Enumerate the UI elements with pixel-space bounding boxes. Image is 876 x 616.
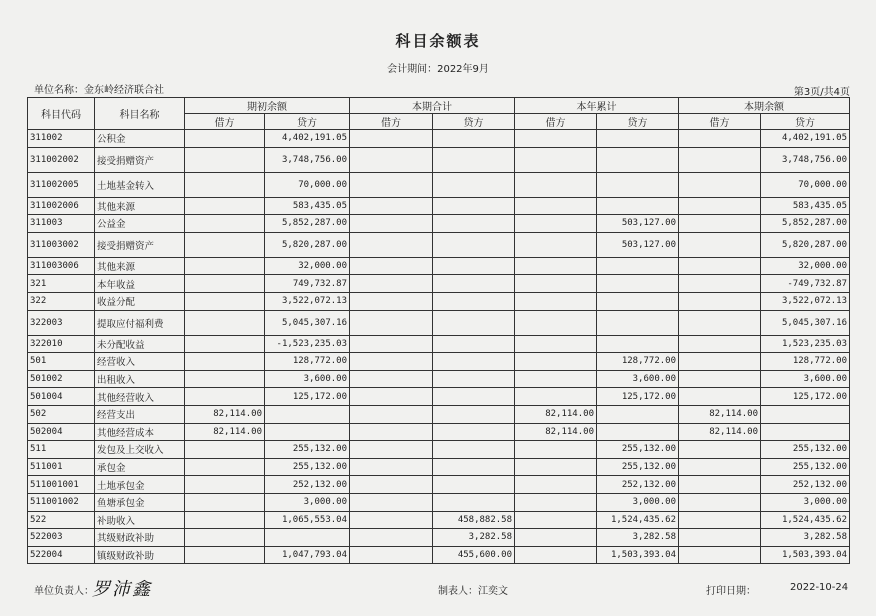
year-debit-cell [515, 172, 597, 197]
account-name: 其他来源 [95, 257, 185, 275]
opening-debit-cell [185, 441, 265, 459]
year-credit-cell [597, 292, 679, 310]
closing-credit-cell: 3,000.00 [761, 493, 850, 511]
period-credit-cell: 458,882.58 [433, 511, 515, 529]
closing-credit-cell: 255,132.00 [761, 441, 850, 459]
opening-credit-cell: 5,852,287.00 [265, 215, 350, 233]
debit-header: 借方 [185, 114, 265, 130]
year-debit-cell [515, 353, 597, 371]
closing-credit-cell: -749,732.87 [761, 275, 850, 293]
period-debit-cell [350, 147, 433, 172]
table-row [28, 275, 850, 293]
closing-credit-cell [761, 405, 850, 423]
account-name: 发包及上交收入 [95, 441, 185, 459]
year-credit-cell [597, 130, 679, 148]
opening-debit-cell [185, 292, 265, 310]
year-debit-cell [515, 147, 597, 172]
opening-credit-cell: 252,132.00 [265, 476, 350, 494]
opening-debit-cell: 82,114.00 [185, 405, 265, 423]
closing-credit-cell: 5,045,307.16 [761, 310, 850, 335]
header-row-1 [28, 98, 850, 114]
page-number: 第3页/共4页 [793, 87, 850, 98]
year-credit-cell: 3,000.00 [597, 493, 679, 511]
opening-debit-cell [185, 511, 265, 529]
closing-debit-cell [679, 257, 761, 275]
year-credit-cell [597, 172, 679, 197]
account-code: 511 [28, 441, 95, 459]
opening-debit-cell [185, 147, 265, 172]
closing-debit-cell [679, 476, 761, 494]
period-credit-cell [433, 441, 515, 459]
account-name: 其他来源 [95, 197, 185, 215]
year-debit-cell [515, 493, 597, 511]
table-row [28, 388, 850, 406]
year-credit-cell [597, 405, 679, 423]
account-name: 未分配收益 [95, 335, 185, 353]
period-credit-cell [433, 292, 515, 310]
closing-credit-cell: 1,503,393.04 [761, 546, 850, 564]
year-debit-cell: 82,114.00 [515, 405, 597, 423]
closing-debit-cell [679, 197, 761, 215]
debit-header: 借方 [515, 114, 597, 130]
table-row [28, 215, 850, 233]
period-credit-cell: 455,600.00 [433, 546, 515, 564]
period-debit-cell [350, 458, 433, 476]
account-name: 接受捐赠资产 [95, 147, 185, 172]
year-debit-cell [515, 476, 597, 494]
table-row [28, 130, 850, 148]
debit-header: 借方 [679, 114, 761, 130]
year-credit-cell [597, 275, 679, 293]
print-date-label: 打印日期： [706, 586, 756, 597]
opening-debit-cell [185, 172, 265, 197]
closing-credit-cell: 1,523,235.03 [761, 335, 850, 353]
year-credit-cell: 252,132.00 [597, 476, 679, 494]
account-code: 522003 [28, 529, 95, 547]
account-name: 公益金 [95, 215, 185, 233]
opening-credit-cell: 128,772.00 [265, 353, 350, 371]
period-credit-cell [433, 172, 515, 197]
period-credit-cell [433, 493, 515, 511]
period-credit-cell [433, 353, 515, 371]
table-row [28, 405, 850, 423]
year-credit-cell: 255,132.00 [597, 441, 679, 459]
table-row [28, 529, 850, 547]
opening-debit-cell [185, 529, 265, 547]
period-credit-cell [433, 275, 515, 293]
period-credit-cell [433, 130, 515, 148]
period-debit-cell [350, 257, 433, 275]
closing-credit-cell: 3,600.00 [761, 370, 850, 388]
table-row [28, 441, 850, 459]
account-code: 311002006 [28, 197, 95, 215]
year-debit-cell [515, 257, 597, 275]
table-row [28, 546, 850, 564]
opening-credit-cell: 5,045,307.16 [265, 310, 350, 335]
opening-credit-cell [265, 529, 350, 547]
year-credit-cell: 1,524,435.62 [597, 511, 679, 529]
closing-debit-cell [679, 370, 761, 388]
period-credit-cell [433, 310, 515, 335]
account-name: 本年收益 [95, 275, 185, 293]
closing-debit-cell: 82,114.00 [679, 423, 761, 441]
col-year-total-header: 本年累计 [515, 98, 679, 114]
account-name: 出租收入 [95, 370, 185, 388]
account-name: 承包金 [95, 458, 185, 476]
period-credit-cell [433, 388, 515, 406]
opening-credit-cell: 749,732.87 [265, 275, 350, 293]
col-name-header: 科目名称 [95, 98, 185, 130]
table-row [28, 257, 850, 275]
opening-debit-cell [185, 197, 265, 215]
credit-header: 贷方 [265, 114, 350, 130]
table-row [28, 147, 850, 172]
year-debit-cell: 82,114.00 [515, 423, 597, 441]
opening-credit-cell: 70,000.00 [265, 172, 350, 197]
year-credit-cell [597, 257, 679, 275]
closing-debit-cell [679, 335, 761, 353]
col-opening-header: 期初余额 [185, 98, 350, 114]
opening-credit-cell: 583,435.05 [265, 197, 350, 215]
period-debit-cell [350, 511, 433, 529]
year-debit-cell [515, 458, 597, 476]
account-name: 镇级财政补助 [95, 546, 185, 564]
account-name: 其级财政补助 [95, 529, 185, 547]
table-row [28, 310, 850, 335]
closing-debit-cell [679, 529, 761, 547]
opening-credit-cell: 125,172.00 [265, 388, 350, 406]
report-title: 科目余额表 [395, 32, 481, 50]
opening-debit-cell [185, 493, 265, 511]
period-debit-cell [350, 130, 433, 148]
opening-debit-cell: 82,114.00 [185, 423, 265, 441]
period-credit-cell [433, 215, 515, 233]
closing-debit-cell [679, 215, 761, 233]
opening-debit-cell [185, 310, 265, 335]
year-credit-cell [597, 147, 679, 172]
year-credit-cell: 3,600.00 [597, 370, 679, 388]
year-debit-cell [515, 215, 597, 233]
responsible-signature: 罗沛鑫 [92, 579, 152, 600]
year-debit-cell [515, 370, 597, 388]
opening-credit-cell: -1,523,235.03 [265, 335, 350, 353]
opening-credit-cell [265, 405, 350, 423]
year-credit-cell [597, 335, 679, 353]
account-name: 其他经营成本 [95, 423, 185, 441]
preparer: 制表人：江奕文 [438, 586, 508, 597]
account-code: 311002 [28, 130, 95, 148]
table-row [28, 493, 850, 511]
year-debit-cell [515, 292, 597, 310]
account-code: 321 [28, 275, 95, 293]
opening-credit-cell: 3,522,072.13 [265, 292, 350, 310]
print-date: 2022-10-24 [790, 582, 849, 593]
account-name: 接受捐赠资产 [95, 232, 185, 257]
period-debit-cell [350, 197, 433, 215]
period-debit-cell [350, 215, 433, 233]
opening-credit-cell: 255,132.00 [265, 441, 350, 459]
year-debit-cell [515, 388, 597, 406]
closing-credit-cell: 252,132.00 [761, 476, 850, 494]
closing-debit-cell [679, 275, 761, 293]
opening-credit-cell: 3,000.00 [265, 493, 350, 511]
year-credit-cell: 125,172.00 [597, 388, 679, 406]
period-debit-cell [350, 310, 433, 335]
account-name: 经营支出 [95, 405, 185, 423]
closing-debit-cell [679, 441, 761, 459]
period-credit-cell [433, 197, 515, 215]
opening-credit-cell: 1,047,793.04 [265, 546, 350, 564]
col-period-total-header: 本期合计 [350, 98, 515, 114]
closing-credit-cell: 1,524,435.62 [761, 511, 850, 529]
closing-credit-cell: 5,820,287.00 [761, 232, 850, 257]
closing-credit-cell: 125,172.00 [761, 388, 850, 406]
year-credit-cell [597, 197, 679, 215]
closing-credit-cell [761, 423, 850, 441]
year-debit-cell [515, 335, 597, 353]
closing-credit-cell: 70,000.00 [761, 172, 850, 197]
closing-credit-cell: 32,000.00 [761, 257, 850, 275]
closing-debit-cell [679, 353, 761, 371]
opening-credit-cell: 1,065,553.04 [265, 511, 350, 529]
table-row [28, 292, 850, 310]
period-credit-cell [433, 476, 515, 494]
opening-debit-cell [185, 476, 265, 494]
year-debit-cell [515, 310, 597, 335]
account-code: 311003 [28, 215, 95, 233]
period-debit-cell [350, 529, 433, 547]
year-debit-cell [515, 441, 597, 459]
closing-debit-cell [679, 310, 761, 335]
closing-credit-cell: 3,748,756.00 [761, 147, 850, 172]
opening-credit-cell: 3,600.00 [265, 370, 350, 388]
year-debit-cell [515, 546, 597, 564]
account-name: 提取应付福利费 [95, 310, 185, 335]
unit-name: 单位名称：金东岭经济联合社 [34, 85, 164, 96]
period-debit-cell [350, 275, 433, 293]
opening-credit-cell: 3,748,756.00 [265, 147, 350, 172]
account-name: 公积金 [95, 130, 185, 148]
opening-debit-cell [185, 130, 265, 148]
table-row [28, 232, 850, 257]
closing-credit-cell: 5,852,287.00 [761, 215, 850, 233]
year-credit-cell: 128,772.00 [597, 353, 679, 371]
table-row [28, 353, 850, 371]
closing-credit-cell: 4,402,191.05 [761, 130, 850, 148]
account-code: 522004 [28, 546, 95, 564]
period-debit-cell [350, 370, 433, 388]
closing-debit-cell [679, 546, 761, 564]
account-name: 经营收入 [95, 353, 185, 371]
period-credit-cell [433, 335, 515, 353]
opening-debit-cell [185, 335, 265, 353]
period-debit-cell [350, 441, 433, 459]
account-code: 322 [28, 292, 95, 310]
period-credit-cell: 3,282.58 [433, 529, 515, 547]
account-balance-table [27, 97, 850, 564]
year-credit-cell: 3,282.58 [597, 529, 679, 547]
closing-credit-cell: 128,772.00 [761, 353, 850, 371]
year-debit-cell [515, 511, 597, 529]
opening-debit-cell [185, 353, 265, 371]
closing-credit-cell: 583,435.05 [761, 197, 850, 215]
account-code: 501 [28, 353, 95, 371]
account-code: 311003006 [28, 257, 95, 275]
period-debit-cell [350, 232, 433, 257]
account-name: 其他经营收入 [95, 388, 185, 406]
account-code: 511001002 [28, 493, 95, 511]
closing-debit-cell [679, 130, 761, 148]
period-credit-cell [433, 423, 515, 441]
closing-debit-cell [679, 388, 761, 406]
closing-credit-cell: 255,132.00 [761, 458, 850, 476]
opening-credit-cell: 4,402,191.05 [265, 130, 350, 148]
table-row [28, 172, 850, 197]
credit-header: 贷方 [433, 114, 515, 130]
closing-debit-cell [679, 172, 761, 197]
opening-credit-cell [265, 423, 350, 441]
responsible-label: 单位负责人： [34, 586, 94, 597]
period-credit-cell [433, 405, 515, 423]
period-credit-cell [433, 458, 515, 476]
year-credit-cell: 1,503,393.04 [597, 546, 679, 564]
period-debit-cell [350, 476, 433, 494]
year-credit-cell: 255,132.00 [597, 458, 679, 476]
account-code: 522 [28, 511, 95, 529]
opening-debit-cell [185, 232, 265, 257]
table-row [28, 511, 850, 529]
closing-debit-cell: 82,114.00 [679, 405, 761, 423]
period-debit-cell [350, 405, 433, 423]
col-code-header: 科目代码 [28, 98, 95, 130]
account-code: 502004 [28, 423, 95, 441]
table-row [28, 423, 850, 441]
col-closing-header: 本期余额 [679, 98, 850, 114]
year-credit-cell [597, 310, 679, 335]
period-credit-cell [433, 257, 515, 275]
account-name: 鱼塘承包金 [95, 493, 185, 511]
period-debit-cell [350, 172, 433, 197]
table-row [28, 197, 850, 215]
closing-credit-cell: 3,282.58 [761, 529, 850, 547]
period-credit-cell [433, 232, 515, 257]
table-row [28, 476, 850, 494]
opening-credit-cell: 255,132.00 [265, 458, 350, 476]
opening-debit-cell [185, 215, 265, 233]
period-debit-cell [350, 423, 433, 441]
account-code: 311002005 [28, 172, 95, 197]
year-debit-cell [515, 275, 597, 293]
period-debit-cell [350, 292, 433, 310]
account-code: 311002002 [28, 147, 95, 172]
account-code: 502 [28, 405, 95, 423]
period-credit-cell [433, 370, 515, 388]
account-code: 322003 [28, 310, 95, 335]
closing-debit-cell [679, 511, 761, 529]
year-debit-cell [515, 197, 597, 215]
opening-debit-cell [185, 257, 265, 275]
credit-header: 贷方 [597, 114, 679, 130]
period-debit-cell [350, 388, 433, 406]
year-credit-cell: 503,127.00 [597, 232, 679, 257]
account-code: 501004 [28, 388, 95, 406]
opening-credit-cell: 5,820,287.00 [265, 232, 350, 257]
opening-credit-cell: 32,000.00 [265, 257, 350, 275]
year-debit-cell [515, 232, 597, 257]
period-debit-cell [350, 493, 433, 511]
year-debit-cell [515, 130, 597, 148]
period-debit-cell [350, 353, 433, 371]
account-code: 501002 [28, 370, 95, 388]
closing-debit-cell [679, 232, 761, 257]
debit-header: 借方 [350, 114, 433, 130]
opening-debit-cell [185, 546, 265, 564]
closing-debit-cell [679, 493, 761, 511]
table-row [28, 458, 850, 476]
year-credit-cell: 503,127.00 [597, 215, 679, 233]
period-debit-cell [350, 335, 433, 353]
accounting-period: 会计期间：2022年9月 [387, 64, 489, 75]
table-body [28, 130, 850, 564]
account-name: 土地基金转入 [95, 172, 185, 197]
period-debit-cell [350, 546, 433, 564]
opening-debit-cell [185, 458, 265, 476]
table-row [28, 335, 850, 353]
year-credit-cell [597, 423, 679, 441]
closing-debit-cell [679, 147, 761, 172]
account-name: 补助收入 [95, 511, 185, 529]
account-name: 收益分配 [95, 292, 185, 310]
account-code: 311003002 [28, 232, 95, 257]
credit-header: 贷方 [761, 114, 850, 130]
opening-debit-cell [185, 275, 265, 293]
opening-debit-cell [185, 370, 265, 388]
closing-credit-cell: 3,522,072.13 [761, 292, 850, 310]
account-code: 511001001 [28, 476, 95, 494]
account-code: 322010 [28, 335, 95, 353]
period-credit-cell [433, 147, 515, 172]
table-row [28, 370, 850, 388]
closing-debit-cell [679, 458, 761, 476]
opening-debit-cell [185, 388, 265, 406]
account-code: 511001 [28, 458, 95, 476]
closing-debit-cell [679, 292, 761, 310]
year-debit-cell [515, 529, 597, 547]
account-name: 土地承包金 [95, 476, 185, 494]
